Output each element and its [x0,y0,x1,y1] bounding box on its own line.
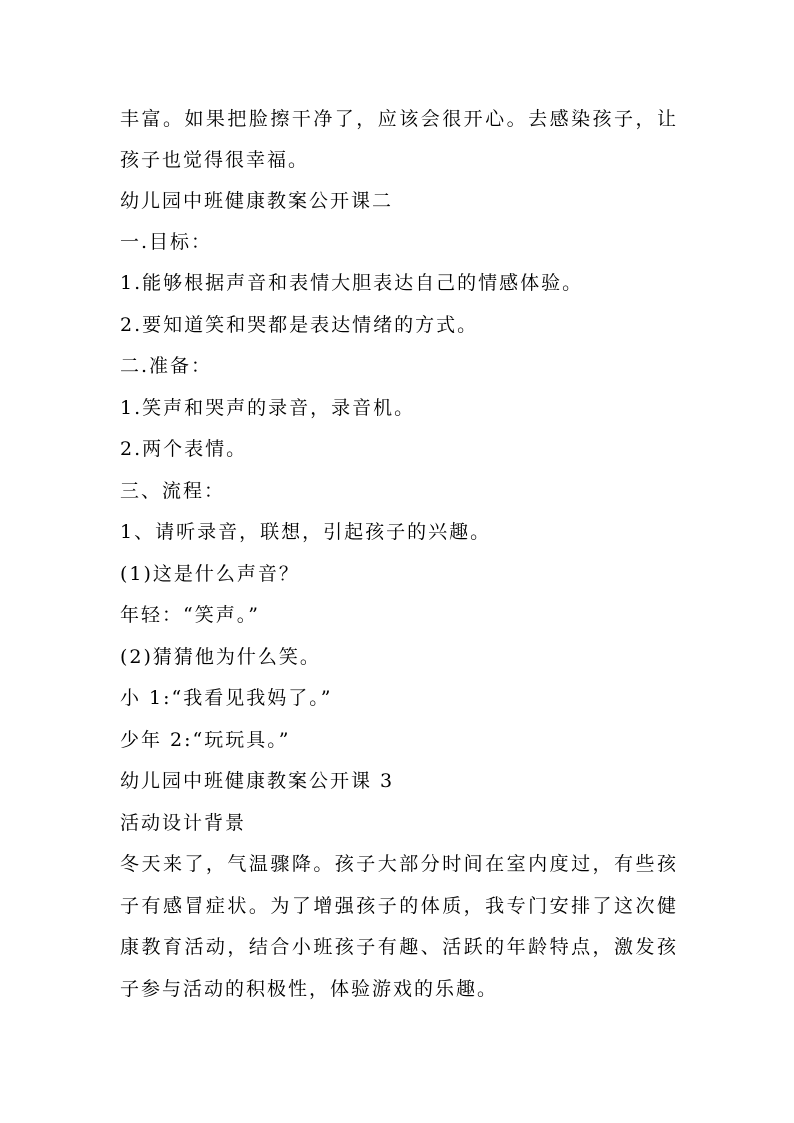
subheading-preparation: 二.准备： [120,355,213,377]
paragraph-line: 子参与活动的积极性，体验游戏的乐趣。 [120,978,499,1000]
paragraph-line: 康教育活动，结合小班孩子有趣、活跃的年龄特点，激发孩 [120,936,676,958]
paragraph-line: 冬天来了，气温骤降。孩子大部分时间在室内度过，有些孩 [120,853,676,875]
dialogue-line: 少年 2:“玩玩具。” [120,729,291,751]
list-item: 1、请听录音，联想，引起孩子的兴趣。 [120,521,492,543]
paragraph-line: 丰富。如果把脸擦干净了，应该会很开心。去感染孩子，让 [120,108,676,130]
dialogue-line: 小 1:“我看见我妈了。” [120,687,333,709]
list-item: 2.两个表情。 [120,438,248,460]
list-item: (1)这是什么声音？ [120,563,300,585]
dialogue-line: 年轻：“笑声。” [120,604,260,626]
section-heading: 幼儿园中班健康教案公开课 3 [120,770,395,792]
paragraph-line: 孩子也觉得很幸福。 [120,149,310,171]
subheading-goals: 一.目标： [120,231,213,253]
list-item: (2)猜猜他为什么笑。 [120,646,321,668]
subheading-background: 活动设计背景 [120,812,247,834]
subheading-process: 三、流程： [120,480,226,502]
paragraph-line: 子有感冒症状。为了增强孩子的体质，我专门安排了这次健 [120,895,676,917]
list-item: 1.能够根据声音和表情大胆表达自己的情感体验。 [120,272,584,294]
section-heading: 幼儿园中班健康教案公开课二 [120,190,394,212]
list-item: 1.笑声和哭声的录音，录音机。 [120,397,416,419]
list-item: 2.要知道笑和哭都是表达情绪的方式。 [120,314,479,336]
